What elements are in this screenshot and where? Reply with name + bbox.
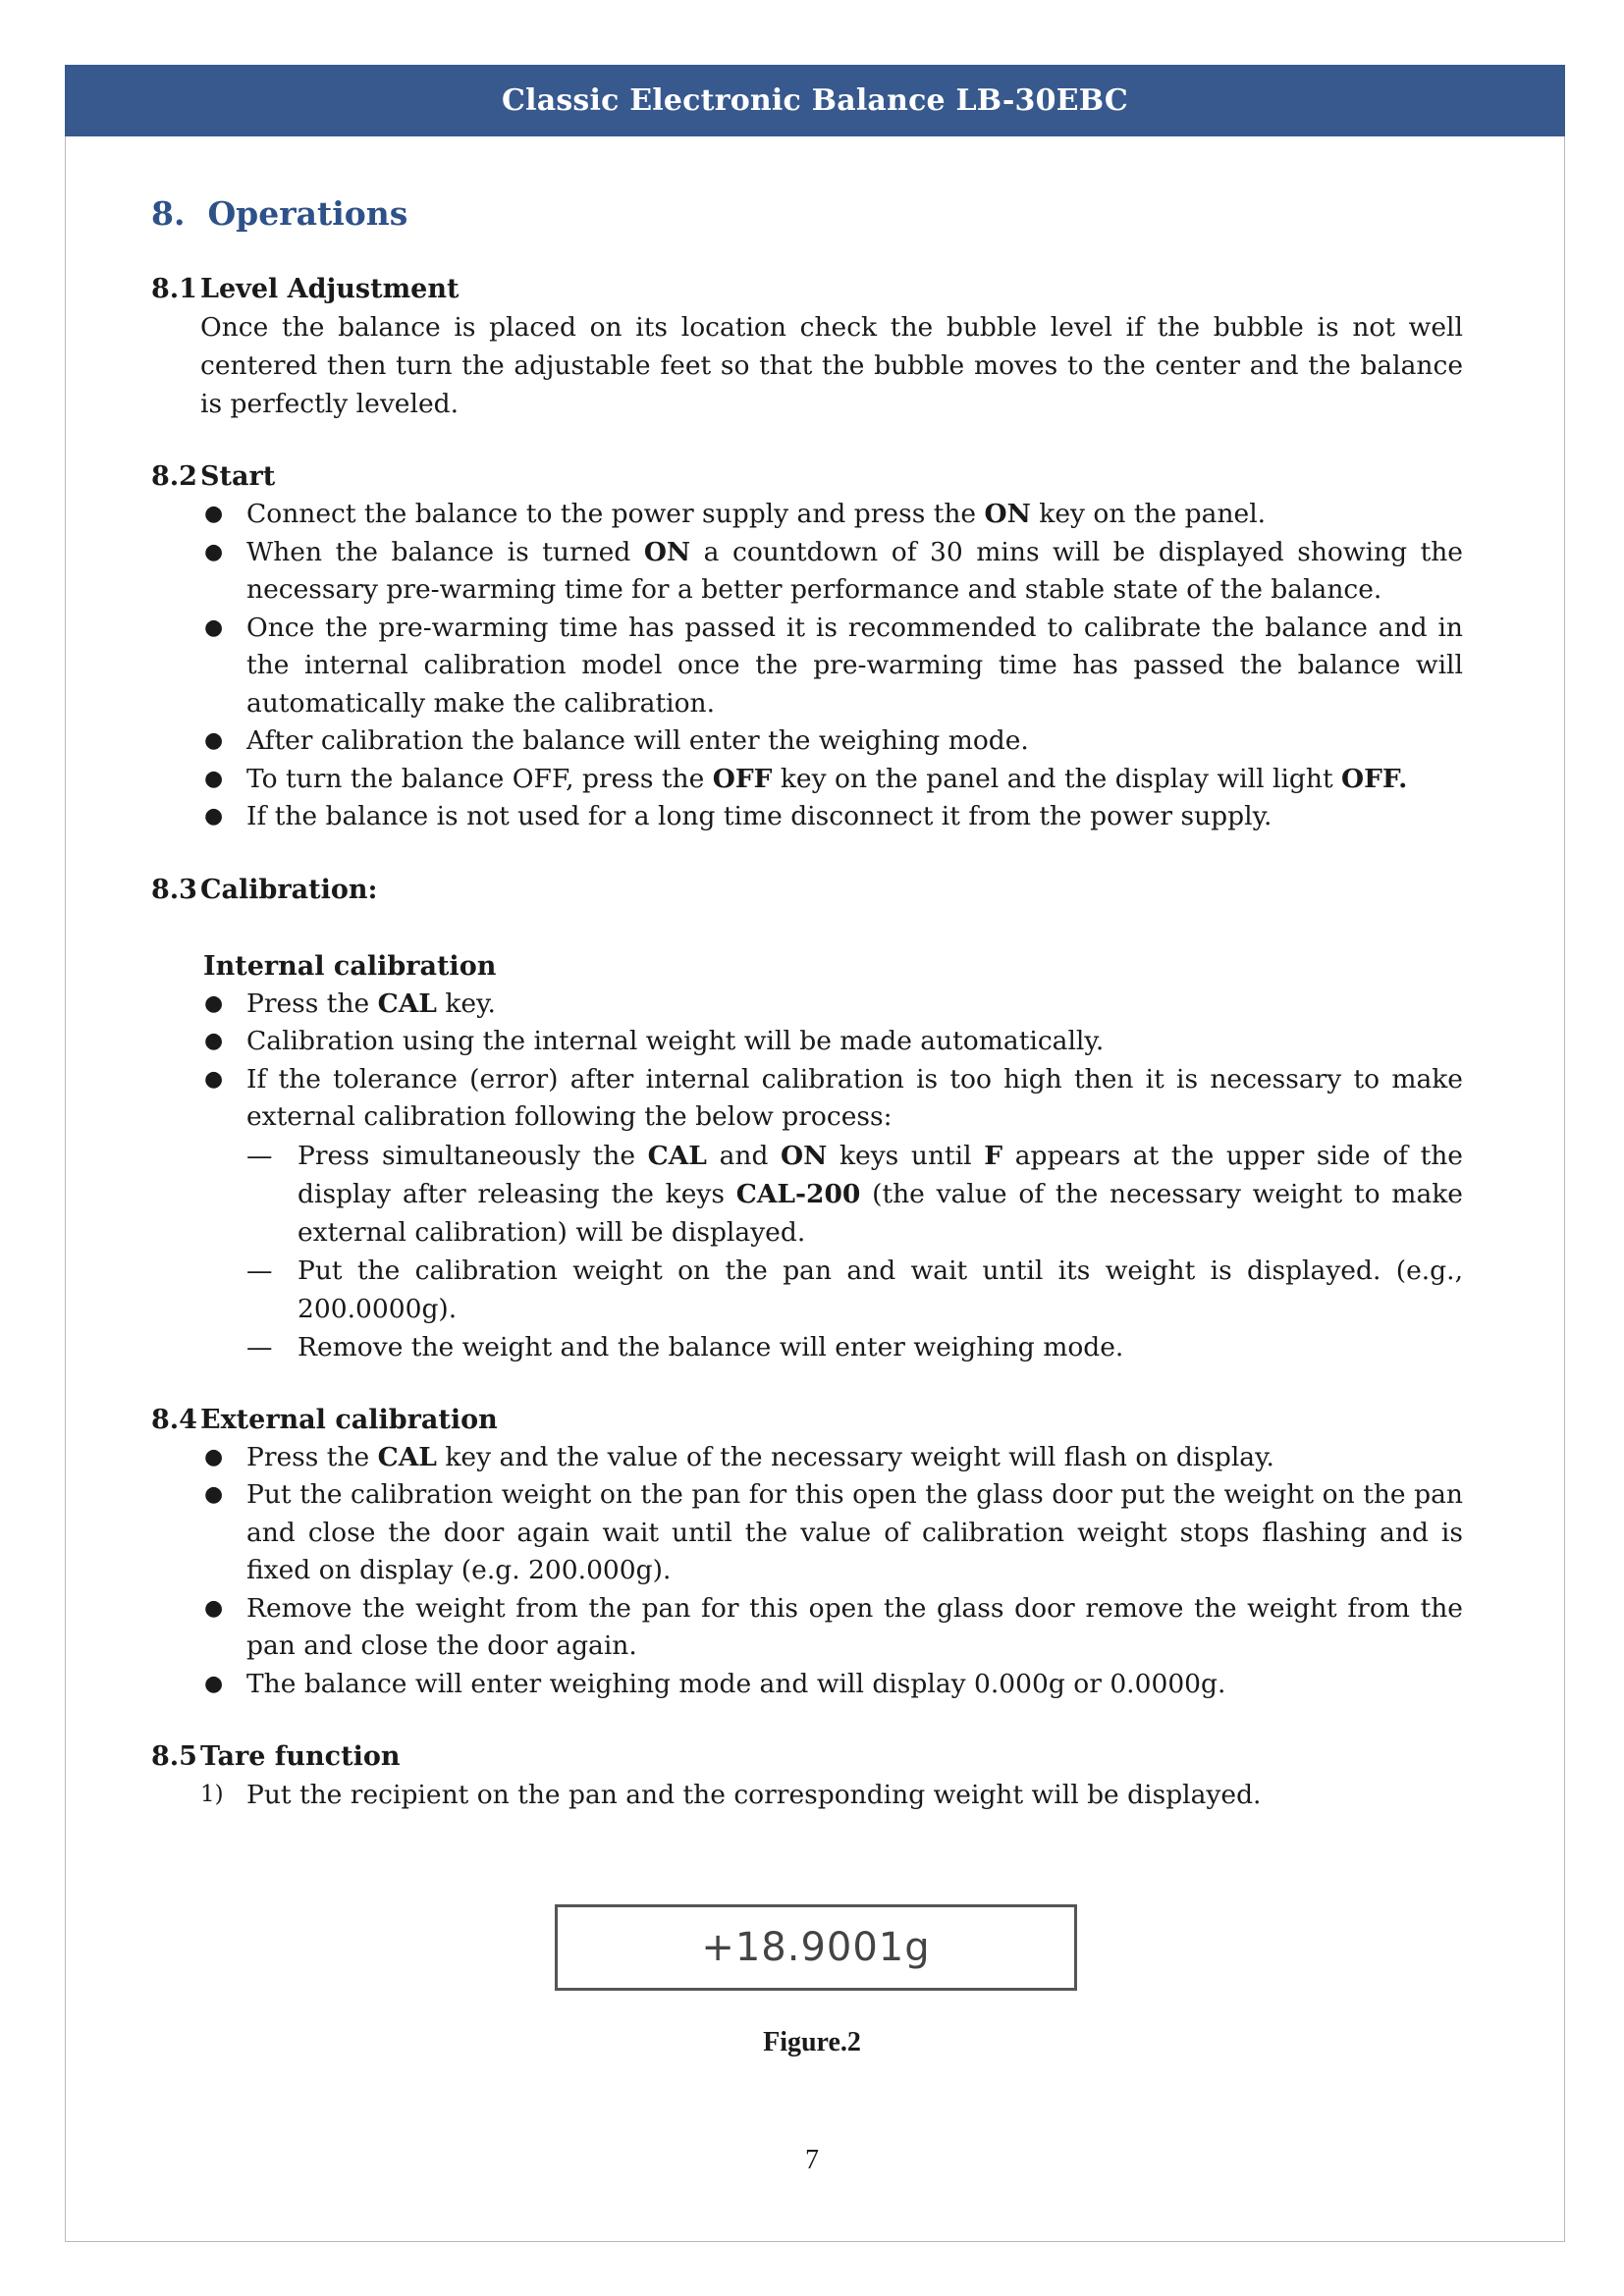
internal-calibration-list (151, 986, 1463, 1137)
list-item: ● When the balance is turned ON a countdown of 30 mins will be displayed showing the necessary pre-warming time for a better performance and stable state of the balance. (204, 536, 1463, 605)
subsection-8-2-heading: 8.2 Start (151, 461, 276, 492)
section-heading (151, 187, 1463, 241)
subsection-8-3-heading: 8.3 Calibration: (151, 874, 378, 905)
list-item: ● Press the CAL key and the value of the necessary weight will flash on display. (204, 1441, 1274, 1472)
bullet-icon: ● (204, 1066, 224, 1092)
bullet-icon: ● (204, 614, 224, 640)
tare-list (151, 1776, 1463, 1814)
subsection-8-5-heading: 8.5 Tare function (151, 1741, 401, 1772)
figure-caption: Figure.2 (763, 2027, 861, 2057)
section-number: 8. (151, 194, 186, 233)
list-item: ● Once the pre-warming time has passed it is recommended to calibrate the balance and in the internal calibration model once the pre-warming time has passed the balance will automatically make the calibration. (200, 610, 1463, 723)
page-number: 7 (805, 2145, 819, 2175)
external-process-list (151, 1137, 1463, 1366)
level-adjustment-text: Once the balance is placed on its location check the bubble level if the bubble is not well centered then turn the adjustable feet so that the bubble moves to the center and the balance is perfectly leveled. (200, 312, 1463, 419)
list-item: — Remove the weight and the balance will enter weighing mode. (246, 1331, 1124, 1362)
list-item: ● Put the calibration weight on the pan for this open the glass door put the weight on the pan and close the door again wait until the value of calibration weight stops flashing and is fixed on display (e.g. 200.000g). (200, 1476, 1463, 1590)
list-item: — Put the calibration weight on the pan and wait until its weight is displayed. (e.g., 200.0000g). (246, 1255, 1463, 1324)
start-list (151, 496, 1463, 836)
bullet-icon: ● (204, 804, 224, 828)
external-calibration-list (151, 1439, 1463, 1704)
list-item: ● After calibration the balance will enter the weighing mode. (200, 722, 1463, 761)
bullet-icon: ● (204, 728, 224, 753)
list-item: — Press simultaneously the CAL and ON keys until F appears at the upper side of the display after releasing the keys CAL-200 (the value of the necessary weight to make external calibration) will be displayed. (246, 1140, 1463, 1248)
list-item: ● The balance will enter weighing mode and will display 0.000g or 0.0000g. (200, 1666, 1463, 1704)
bullet-icon: ● (204, 1029, 224, 1053)
balance-display-figure: +18.9001g (555, 1904, 1077, 1991)
subsection-8-1-heading: 8.1 Level Adjustment (151, 274, 460, 304)
bullet-icon: ● (204, 1595, 224, 1621)
list-item: ● Remove the weight from the pan for this open the glass door remove the weight from the pan and close the door again. (200, 1590, 1463, 1666)
list-item: ● Press the CAL key. (204, 988, 496, 1019)
list-item: ● Connect the balance to the power supply and press the ON key on the panel. (204, 499, 1267, 529)
list-item: ● If the tolerance (error) after internal calibration is too high then it is necessary to make external calibration following the below process: (200, 1061, 1463, 1137)
bullet-icon: ● (204, 1482, 224, 1507)
list-item: ● To turn the balance OFF, press the OFF key on the panel and the display will light OFF. (204, 763, 1408, 794)
list-item: 1) Put the recipient on the pan and the corresponding weight will be displayed. (200, 1780, 1262, 1810)
list-item: ● If the balance is not used for a long time disconnect it from the power supply. (200, 798, 1463, 836)
header-title: Classic Electronic Balance LB-30EBC (65, 65, 1565, 136)
internal-calibration-heading: Internal calibration (203, 950, 497, 982)
section-title: Operations (207, 194, 408, 233)
page-content (151, 187, 1463, 1814)
subsection-8-4-heading: 8.4 External calibration (151, 1404, 498, 1435)
list-item: ● Calibration using the internal weight will be made automatically. (200, 1023, 1463, 1061)
bullet-icon: ● (204, 1671, 224, 1696)
